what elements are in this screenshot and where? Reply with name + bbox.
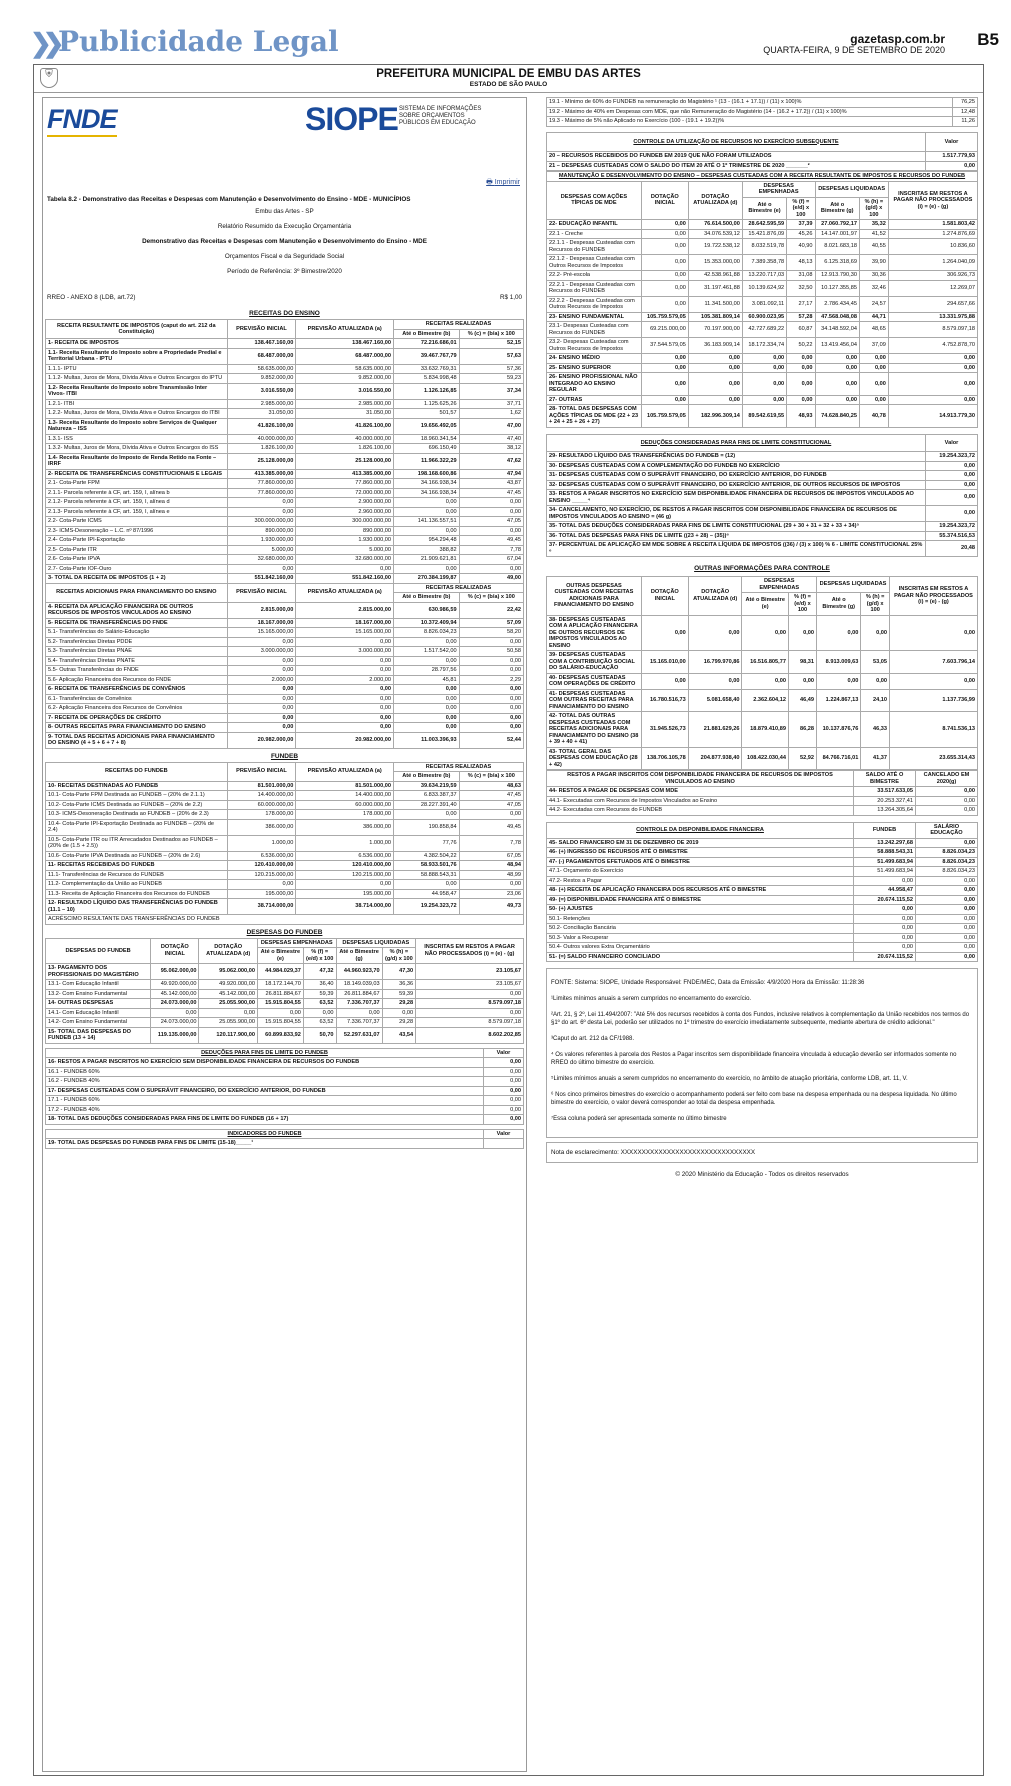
despesa-fundeb-row: 14- OUTRAS DESPESAS 24.073.000,00 25.055.900,00 15.915.804,55 63,52 7.336.707,37 29,28 8.579.097,18 [46,999,524,1009]
fundeb-row: 10.6- Cota-Parte IPVA Destinada ao FUNDEB – (20% de 2.6) 6.536.000,00 6.536.000,00 4.382.504,22 67,05 [46,851,524,861]
receita-adicional-row: 9- TOTAL DAS RECEITAS ADICIONAIS PARA FINANCIAMENTO DO ENSINO (4 + 5 + 6 + 7 + 8) 20.982.000,00 20.982.000,00 11.003.396,93 52,44 [46,732,524,748]
mde-row: 22- EDUCAÇÃO INFANTIL 0,00 76.614.500,00 28.642.595,59 37,39 27.060.792,17 35,32 1.581.803,42 [547,220,978,230]
tabela-title: Tabela 8.2 - Demonstrativo das Receitas e Despesas com Manutenção e Desenvolvimento do Ensino - MDE - MUNICÍPIOS [47,196,411,203]
disponibilidade-row: 47.1- Orçamento do Exercício 51.499.683,94 8.826.034,23 [547,867,978,877]
deducao-row: 34- CANCELAMENTO, NO EXERCÍCIO, DE RESTOS A PAGAR INSCRITOS COM DISPONIBILIDADE FINANCEIRA DE RECURSOS DE IMPOSTOS VINCULADOS AO ENSINO = (46 g) 0,00 [547,506,978,522]
receita-adicional-row: 5.1- Transferências do Salário-Educação 15.165.000,00 15.165.000,00 8.826.034,23 58,20 [46,628,524,638]
disponibilidade-row: 50.1- Retenções 0,00 0,00 [547,914,978,924]
restos-row: 44.1- Executadas com Recursos de Impostos Vinculados ao Ensino 20.253.327,41 0,00 [547,796,978,806]
receita-row: 1.1- Receita Resultante do Imposto sobre a Propriedade Predial e Territorial Urbana - IPTU 68.487.000,00 68.487.000,00 39.467.767,79 57,63 [46,348,524,364]
mde-row: 26- ENSINO PROFISSIONAL NÃO INTEGRADO AO ENSINO REGULAR 0,00 0,00 0,00 0,00 0,00 0,00 0,00 [547,373,978,396]
deducao-fundeb-row: 16.1 - FUNDEB 60% 0,00 [46,1067,524,1077]
receita-adicional-row: 5.4- Transferências Diretas PNATE 0,00 0,00 0,00 0,00 [46,656,524,666]
receita-row: 2.1.3- Parcela referente à CF, art. 159, I, alínea e 0,00 2.960.000,00 0,00 0,00 [46,507,524,517]
receita-row: 1.3.1- ISS 40.000.000,00 40.000.000,00 18.960.341,54 47,40 [46,434,524,444]
deducao-row: 30- DESPESAS CUSTEADAS COM A COMPLEMENTAÇÃO DO FUNDEB NO EXERCÍCIO 0,00 [547,461,978,471]
receita-row: 2.1- Cota-Parte FPM 77.860.000,00 77.860.000,00 34.166.938,34 43,87 [46,479,524,489]
receita-row: 2.7- Cota-Parte IOF-Ouro 0,00 0,00 0,00 0,00 [46,564,524,574]
despesa-fundeb-row: 13- PAGAMENTO DOS PROFISSIONAIS DO MAGISTÉRIO 95.062.000,00 95.062.000,00 44.984.029,37 47,32 44.960.923,70 47,30 23.105,67 [46,964,524,980]
footnote: ⁶ Nos cinco primeiros bimestres do exercício o acompanhamento poderá ser feito com base na despesa empenhada ou na despesa liquidada. No último bimestre do exercício, o valor deverá corresponder ao total da despesa empenhada. [551,1092,957,1106]
deducao-fundeb-row: 17.2 - FUNDEB 40% 0,00 [46,1105,524,1115]
receita-row: 2.6- Cota-Parte IPVA 32.680.000,00 32.680.000,00 21.909.621,81 67,04 [46,555,524,565]
disponibilidade-row: 46- (+) INGRESSO DE RECURSOS ATÉ O BIMESTRE 58.888.543,31 8.826.034,23 [547,848,978,858]
deducao-fundeb-row: 16.2 - FUNDEB 40% 0,00 [46,1077,524,1087]
receita-row: 1.1.2- Multas, Juros de Mora, Dívida Ativa e Outros Encargos do IPTU 9.852.000,00 9.852.000,00 5.834.998,48 59,23 [46,374,524,384]
newspaper-header [0,0,1011,62]
receita-adicional-row: 5.5- Outras Transferências do FNDE 0,00 0,00 28.797,56 0,00 [46,666,524,676]
estado-subtitle: ESTADO DE SÃO PAULO [469,81,548,88]
mde-row: 23.1- Despesas Custeadas com Recursos do FUNDEB 69.215.000,00 70.197.900,00 42.727.689,22 60,87 34.148.592,04 48,65 8.579.097,18 [547,322,978,338]
fundeb-row: 11.3- Receita de Aplicação Financeira dos Recursos do FUNDEB 195.000,00 195.000,00 44.958,47 23,06 [46,889,524,899]
fundeb-row: 11.2- Complementação da União ao FUNDEB 0,00 0,00 0,00 0,00 [46,880,524,890]
chevron-icon: ❯❯ [30,28,56,58]
fnde-logo: FNDE [47,104,117,134]
mde-row: 22.2- Pré-escola 0,00 42.538.961,88 13.220.717,03 31,08 12.913.790,30 30,36 306.926,73 [547,271,978,281]
outras-row: 38- DESPESAS CUSTEADAS COM A APLICAÇÃO FINANCEIRA DE OUTROS RECURSOS DE IMPOSTOS VINCULADOS AO ENSINO 0,00 0,00 0,00 0,00 0,00 0,00 0,00 [547,615,978,651]
fundeb-row: 11.1- Transferências de Recursos do FUNDEB 120.215.000,00 120.215.000,00 58.888.543,31 48,99 [46,870,524,880]
issue-date: QUARTA-FEIRA, 9 DE SETEMBRO DE 2020 [763,45,945,55]
controle-row: 20 – RECURSOS RECEBIDOS DO FUNDEB EM 2019 QUE NÃO FORAM UTILIZADOS 1.517.779,93 [547,152,978,162]
mde-row: 27- OUTRAS 0,00 0,00 0,00 0,00 0,00 0,00 0,00 [547,395,978,405]
disponibilidade-row: 49- (=) DISPONIBILIDADE FINANCEIRA ATÉ O BIMESTRE 20.674.115,52 0,00 [547,895,978,905]
left-column [42,97,527,1772]
prefeitura-title: PREFEITURA MUNICIPAL DE EMBU DAS ARTES [376,68,641,80]
acrescimo: ACRÉSCIMO RESULTANTE DAS TRANSFERÊNCIAS DO FUNDEB [46,915,524,925]
receita-row: 1.3.2- Multas, Juros de Mora, Dívida Ativa e Outros Encargos do ISS 1.826.100,00 1.826.100,00 696.150,49 38,12 [46,444,524,454]
mde-row: 22.1.1 - Despesas Custeadas com Recursos do FUNDEB 0,00 19.722.538,12 8.032.519,78 40,90 8.021.683,18 40,55 10.836,60 [547,239,978,255]
fundeb-row: 10.3- ICMS-Desoneração Destinada ao FUNDEB – (20% de 2.3) 178.000,00 178.000,00 0,00 0,00 [46,810,524,820]
receita-adicional-row: 6.1- Transferências de Convênios 0,00 0,00 0,00 0,00 [46,694,524,704]
despesa-fundeb-row: 13.2- Com Ensino Fundamental 45.142.000,00 45.142.000,00 26.811.884,67 59,39 26.811.884,67 59,39 0,00 [46,989,524,999]
receita-row: 2.1.1- Parcela referente à CF, art. 159, I, alínea b 77.860.000,00 72.000.000,00 34.166.938,34 47,45 [46,488,524,498]
site-url[interactable]: gazetasp.com.br [850,32,945,46]
section-fundeb: FUNDEB [270,752,299,760]
footnote: ²Art. 21, § 2º, Lei 11.494/2007: "Até 5% dos recursos recebidos à conta dos Fundos, inclusive relativos à complementação da União recebidos nos termos do §1º do art. 6º desta Lei, poderão ser utilizados no 1º trimestre do exercício imediatamente subsequente, mediante abertura de crédito adicional." [551,1012,970,1026]
fundeb-table: RECEITAS DO FUNDEB PREVISÃO INICIAL PREVISÃO ATUALIZADA (a) RECEITAS REALIZADAS Até o Bimestre (b) % (c) = (b/a) x 100 10- RECEITAS DESTINADAS AO FUNDEB 81.501.000,00 81.501.000,00 39.634.219,59 48,63 10.1- Cota-Parte FPM Destinada ao FUNDEB – (20% de 2.1.1) 14.400.000,00 14.400.000,00 6.833.387,37 47,45 10.2- Cota-Parte ICMS Destinada ao FUNDEB – (20% de 2.2) 60.000.000,00 60.000.000,00 28.227.391,40 47,05 10.3- ICMS-Desoneração Destinada ao FUNDEB – (20% de 2.3) 178.000,00 178.000,00 0,00 0,00 10.4- Cota-Parte IPI-Exportação Destinada ao FUNDEB – (20% de 2.4) 386.000,00 386.000,00 190.858,84 49,45 10.5- Cota-Parte ITR ou ITR Arrecadados Destinados ao FUNDEB – (20% de (1.5 + 2.5)) 1.000,00 1.000,00 77,76 7,78 10.6- Cota-Parte IPVA Destinada ao FUNDEB – (20% de 2.6) 6.536.000,00 6.536.000,00 4.382.504,22 67,05 11- RECEITAS RECEBIDAS DO FUNDEB 120.410.000,00 120.410.000,00 58.933.501,76 48,94 11.1- Transferências de Recursos do FUNDEB 120.215.000,00 120.215.000,00 58.888.543,31 48,99 11.2- Complementação da União ao FUNDEB 0,00 0,00 0,00 0,00 11.3- Receita de Aplicação Financeira dos Recursos do FUNDEB 195.000,00 195.000,00 44.958,47 23,06 12- RESULTADO LÍQUIDO DAS TRANSFERÊNCIAS DO FUNDEB (11.1 – 10) 38.714.000,00 38.714.000,00 19.254.323,72 49,73 ACRÉSCIMO RESULTANTE DAS TRANSFERÊNCIAS DO FUNDEB [45,762,524,925]
receita-row: 1.3- Receita Resultante do Imposto sobre Serviços de Qualquer Natureza – ISS 41.826.100,00 41.826.100,00 19.656.492,05 47,00 [46,418,524,434]
deducoes-table: DEDUÇÕES CONSIDERADAS PARA FINS DE LIMITE CONSTITUCIONAL Valor 29- RESULTADO LÍQUIDO DAS TRANSFERÊNCIAS DO FUNDEB = (12) 19.254.323,72 30- DESPESAS CUSTEADAS COM A COMPLEMENTAÇÃO DO FUNDEB NO EXERCÍCIO 0,00 31- DESPESAS CUSTEADAS COM O SUPERÁVIT FINANCEIRO, DO EXERCÍCIO ANTERIOR, DO FUNDEB 0,00 32- DESPESAS CUSTEADAS COM O SUPERÁVIT FINANCEIRO, DO EXERCÍCIO ANTERIOR, DE OUTROS RECURSOS DE IMPOSTOS 0,00 33- RESTOS A PAGAR INSCRITOS NO EXERCÍCIO SEM DISPONIBILIDADE FINANCEIRA DE RECURSOS DE IMPOSTOS VINCULADOS AO ENSINO _____⁴ 0,00 34- CANCELAMENTO, NO EXERCÍCIO, DE RESTOS A PAGAR INSCRITOS COM DISPONIBILIDADE FINANCEIRA DE RECURSOS DE IMPOSTOS VINCULADOS AO ENSINO = (46 g) 0,00 35- TOTAL DAS DEDUÇÕES CONSIDERADAS PARA FINS DE LIMITE CONSTITUCIONAL (29 + 30 + 31 + 32 + 33 + 34)⁵ 19.254.323,72 36- TOTAL DAS DESPESAS PARA FINS DE LIMITE ((23 + 28) – (35))⁶ 55.374.516,53 37- PERCENTUAL DE APLICAÇÃO EM MDE SOBRE A RECEITA LÍQUIDA DE IMPOSTOS ((36) / (3) x 100) % 6 - LIMITE CONSTITUCIONAL 25% ⁶ 20,48 [546,434,978,558]
deducao-row: 33- RESTOS A PAGAR INSCRITOS NO EXERCÍCIO SEM DISPONIBILIDADE FINANCEIRA DE RECURSOS DE IMPOSTOS VINCULADOS AO ENSINO _____⁴ 0,00 [547,490,978,506]
receita-adicional-row: 6- RECEITA DE TRANSFERÊNCIAS DE CONVÊNIOS 0,00 0,00 0,00 0,00 [46,685,524,695]
mde-row: 22.2.2 - Despesas Custeadas com Outros Recursos de Impostos 0,00 11.341.500,00 3.081.092,11 27,17 2.786.434,45 24,57 294.657,66 [547,296,978,312]
mde-row: 25- ENSINO SUPERIOR 0,00 0,00 0,00 0,00 0,00 0,00 0,00 [547,363,978,373]
receita-row: 1.2.1- ITBI 2.985.000,00 2.985.000,00 1.125.625,26 37,71 [46,399,524,409]
demonstrativo: Demonstrativo das Receitas e Despesas com Manutenção e Desenvolvimento do Ensino - MDE [142,238,427,245]
siope-subtitle: SISTEMA DE INFORMAÇÕES SOBRE ORÇAMENTOS PÚBLICOS EM EDUCAÇÃO [399,106,482,126]
outras-row: 39- DESPESAS CUSTEADAS COM A CONTRIBUIÇÃO SOCIAL DO SALÁRIO-EDUCAÇÃO 15.165.010,00 16.799.970,86 16.516.805,77 98,31 8.913.009,63 53,05 7.603.796,14 [547,651,978,674]
footnote: ⁴ Os valores referentes à parcela dos Restos a Pagar inscritos sem disponibilidade financeira vinculada à educação deverão ser informados somente no RREO do último bimestre do exercício. [551,1052,957,1066]
despesa-fundeb-row: 14.1- Com Educação Infantil 0,00 0,00 0,00 0,00 0,00 0,00 0,00 [46,1008,524,1018]
deducao-row: 35- TOTAL DAS DEDUÇÕES CONSIDERADAS PARA FINS DE LIMITE CONSTITUCIONAL (29 + 30 + 31 + 32 + 33 + 34)⁵ 19.254.323,72 [547,522,978,532]
restos-row: 44- RESTOS A PAGAR DE DESPESAS COM MDE 33.517.633,05 0,00 [547,787,978,797]
relatorio: Relatório Resumido da Execução Orçamentária [217,223,352,230]
legal-notice [33,64,984,1776]
receita-row: 1.2.2- Multas, Juros de Mora, Dívida Ativa e Outros Encargos do ITBI 31.050,00 31.050,00 501,57 1,62 [46,409,524,419]
disponibilidade-table: CONTROLE DA DISPONIBILIDADE FINANCEIRA FUNDEB SALÁRIO EDUCAÇÃO 45- SALDO FINANCEIRO EM 31 DE DEZEMBRO DE 2019 13.242.297,68 0,00 46- (+) INGRESSO DE RECURSOS ATÉ O BIMESTRE 58.888.543,31 8.826.034,23 47- (-) PAGAMENTOS EFETUADOS ATÉ O BIMESTRE 51.499.683,94 8.826.034,23 47.1- Orçamento do Exercício 51.499.683,94 8.826.034,23 47.2- Restos a Pagar 0,00 0,00 48- (+) RECEITA DE APLICAÇÃO FINANCEIRA DOS RECURSOS ATÉ O BIMESTRE 44.958,47 0,00 49- (=) DISPONIBILIDADE FINANCEIRA ATÉ O BIMESTRE 20.674.115,52 0,00 50- (+) AJUSTES 0,00 0,00 50.1- Retenções 0,00 0,00 50.2- Conciliação Bancária 0,00 0,00 50.3- Valor a Recuperar 0,00 0,00 50.4- Outros valores Extra Orçamentário 0,00 0,00 51- (=) SALDO FINANCEIRO CONCILIADO 20.674.115,52 0,00 [546,822,978,963]
limite-row: 19.1 - Mínimo de 60% do FUNDEB na remuneração do Magistério ¹ (13 - (16.1 + 17.1)) / (11) x 100)% 76,25 [547,98,978,108]
deducao-fundeb-row: 16- RESTOS A PAGAR INSCRITOS NO EXERCÍCIO SEM DISPONIBILIDADE FINANCEIRA DE RECURSOS DO FUNDEB 0,00 [46,1058,524,1068]
disponibilidade-row: 50- (+) AJUSTES 0,00 0,00 [547,905,978,915]
receitas-table: RECEITA RESULTANTE DE IMPOSTOS (caput do art. 212 da Constituição) PREVISÃO INICIAL PREVISÃO ATUALIZADA (a) RECEITAS REALIZADAS Até o Bimestre (b) % (c) = (b/a) x 100 1- RECEITA DE IMPOSTOS 138.467.160,00 138.467.160,00 72.216.686,01 52,15 1.1- Receita Resultante do Imposto sobre a Propriedade Predial e Territorial Urbana - IPTU 68.487.000,00 68.487.000,00 39.467.767,79 57,63 1.1.1- IPTU 58.635.000,00 58.635.000,00 33.632.769,31 57,36 1.1.2- Multas, Juros de Mora, Dívida Ativa e Outros Encargos do IPTU 9.852.000,00 9.852.000,00 5.834.998,48 59,23 1.2- Receita Resultante do Imposto sobre Transmissão Inter Vivos- ITBI 3.016.550,00 3.016.550,00 1.126.126,85 37,34 1.2.1- ITBI 2.985.000,00 2.985.000,00 1.125.625,26 37,71 1.2.2- Multas, Juros de Mora, Dívida Ativa e Outros Encargos do ITBI 31.050,00 31.050,00 501,57 1,62 1.3- Receita Resultante do Imposto sobre Serviços de Qualquer Natureza – ISS 41.826.100,00 41.826.100,00 19.656.492,05 47,00 1.3.1- ISS 40.000.000,00 40.000.000,00 18.960.341,54 47,40 1.3.2- Multas, Juros de Mora, Dívida Ativa e Outros Encargos do ISS 1.826.100,00 1.826.100,00 696.150,49 38,12 1.4- Receita Resultante do Imposto de Renda Retido na Fonte – IRRF 25.128.000,00 25.128.000,00 11.966.322,29 47,62 2- RECEITA DE TRANSFERÊNCIAS CONSTITUCIONAIS E LEGAIS 413.385.000,00 413.385.000,00 198.168.600,86 47,94 2.1- Cota-Parte FPM 77.860.000,00 77.860.000,00 34.166.938,34 43,87 2.1.1- Parcela referente à CF, art. 159, I, alínea b 77.860.000,00 72.000.000,00 34.166.938,34 47,45 2.1.2- Parcela referente à CF, art. 159, I, alínea d 0,00 2.900.000,00 0,00 0,00 2.1.3- Parcela referente à CF, art. 159, I, alínea e 0,00 2.960.000,00 0,00 0,00 2.2- Cota-Parte ICMS 300.000.000,00 300.000.000,00 141.136.557,51 47,05 2.3- ICMS-Desoneração – L.C. nº 87/1996 890.000,00 890.000,00 0,00 0,00 2.4- Cota-Parte IPI-Exportação 1.930.000,00 1.930.000,00 954.294,48 49,45 2.5- Cota-Parte ITR 5.000,00 5.000,00 388,82 7,78 2.6- Cota-Parte IPVA 32.680.000,00 32.680.000,00 21.909.621,81 67,04 2.7- Cota-Parte IOF-Ouro 0,00 0,00 0,00 0,00 3- TOTAL DA RECEITA DE IMPOSTOS (1 + 2) 551.842.160,00 551.842.160,00 270.384.199,87 49,00 RECEITAS ADICIONAIS PARA FINANCIAMENTO DO ENSINO PREVISÃO INICIAL PREVISÃO ATUALIZADA (a) RECEITAS REALIZADAS Até o Bimestre (b) % (c) = (b/a) x 100 4- RECEITA DA APLICAÇÃO FINANCEIRA DE OUTROS RECURSOS DE IMPOSTOS VINCULADOS AO ENSINO 2.815.000,00 2.815.000,00 630.986,59 22,42 5- RECEITA DE TRANSFERÊNCIAS DO FNDE 18.167.000,00 18.167.000,00 10.372.409,94 57,09 5.1- Transferências do Salário-Educação 15.165.000,00 15.165.000,00 8.826.034,23 58,20 5.2- Transferências Diretas PDDE 0,00 0,00 0,00 0,00 5.3- Transferências Diretas PNAE 3.000.000,00 3.000.000,00 1.517.542,00 50,58 5.4- Transferências Diretas PNATE 0,00 0,00 0,00 0,00 5.5- Outras Transferências do FNDE 0,00 0,00 28.797,56 0,00 5.6- Aplicação Financeira dos Recursos do FNDE 2.000,00 2.000,00 45,81 2,29 6- RECEITA DE TRANSFERÊNCIAS DE CONVÊNIOS 0,00 0,00 0,00 0,00 6.1- Transferências de Convênios 0,00 0,00 0,00 0,00 6.2- Aplicação Financeira dos Recursos de Convênios 0,00 0,00 0,00 0,00 7- RECEITA DE OPERAÇÕES DE CRÉDITO 0,00 0,00 0,00 0,00 8- OUTRAS RECEITAS PARA FINANCIAMENTO DO ENSINO 0,00 0,00 0,00 0,00 9- TOTAL DAS RECEITAS ADICIONAIS PARA FINANCIAMENTO DO ENSINO (4 + 5 + 6 + 7 + 8) 20.982.000,00 20.982.000,00 11.003.396,93 52,44 [45,319,524,749]
orcamentos: Orçamentos Fiscal e da Seguridade Social [224,253,345,260]
brand-title: Publicidade Legal [58,25,339,58]
deducao-fundeb-row: 18- TOTAL DAS DEDUÇÕES CONSIDERADAS PARA FINS DE LIMITE DO FUNDEB (16 + 17) 0,00 [46,1115,524,1125]
footnote: ⁷Essa coluna poderá ser apresentada somente no último bimestre [551,1116,727,1122]
restos-row: 44.2- Executadas com Recursos do FUNDEB 13.264.305,64 0,00 [547,806,978,816]
deducao-row: 32- DESPESAS CUSTEADAS COM O SUPERÁVIT FINANCEIRO, DO EXERCÍCIO ANTERIOR, DE OUTROS RECURSOS DE IMPOSTOS 0,00 [547,480,978,490]
outras-table: OUTRAS DESPESAS CUSTEADAS COM RECEITAS ADICIONAIS PARA FINANCIAMENTO DO ENSINO DOTAÇÃO INICIAL DOTAÇÃO ATUALIZADA (d) DESPESAS EMPENHADAS DESPESAS LIQUIDADAS INSCRITAS EM RESTOS A PAGAR NÃO PROCESSADOS (i) = (e) - (g) Até o Bimestre (e) % (f) = (e/d) x 100 Até o Bimestre (g) % (h) = (g/d) x 100 38- DESPESAS CUSTEADAS COM A APLICAÇÃO FINANCEIRA DE OUTROS RECURSOS DE IMPOSTOS VINCULADOS AO ENSINO 0,00 0,00 0,00 0,00 0,00 0,00 0,00 39- DESPESAS CUSTEADAS COM A CONTRIBUIÇÃO SOCIAL DO SALÁRIO-EDUCAÇÃO 15.165.010,00 16.799.970,86 16.516.805,77 98,31 8.913.009,63 53,05 7.603.796,14 40- DESPESAS CUSTEADAS COM OPERAÇÕES DE CRÉDITO 0,00 0,00 0,00 0,00 0,00 0,00 0,00 41- DESPESAS CUSTEADAS COM OUTRAS RECEITAS PARA FINANCIAMENTO DO ENSINO 16.780.516,73 5.081.658,40 2.362.604,12 46,49 1.224.867,13 24,10 1.137.736,99 42- TOTAL DAS OUTRAS DESPESAS CUSTEADAS COM RECEITAS ADICIONAIS PARA FINANCIAMENTO DO ENSINO (38 + 39 + 40 + 41) 31.945.526,73 21.881.629,26 18.879.410,89 86,28 10.137.876,76 46,33 8.741.536,13 43- TOTAL GERAL DAS DESPESAS COM EDUCAÇÃO (28 + 42) 138.706.105,78 204.877.938,40 108.422.030,44 52,92 84.766.716,01 41,37 23.655.314,43 [546,576,978,770]
receita-adicional-row: 5- RECEITA DE TRANSFERÊNCIAS DO FNDE 18.167.000,00 18.167.000,00 10.372.409,94 57,09 [46,618,524,628]
footnote: ⁵Limites mínimos anuais a serem cumpridos no encerramento do exercício, no âmbito de atuação prioritária, conforme LDB, art. 11, V. [551,1076,908,1082]
mde-row: 28- TOTAL DAS DESPESAS COM AÇÕES TÍPICAS DE MDE (22 + 23 + 24 + 25 + 26 + 27) 105.759.579,05 182.996.309,14 89.542.619,55 48,93 74.628.840,25 40,78 14.913.779,30 [547,405,978,428]
limites-table [546,97,978,127]
right-column [546,97,978,1772]
rreo-label: RREO - ANEXO 8 (LDB, art.72) [47,294,136,301]
unit-label: R$ 1,00 [499,294,522,301]
receita-row: 1.2- Receita Resultante do Imposto sobre Transmissão Inter Vivos- ITBI 3.016.550,00 3.016.550,00 1.126.126,85 37,34 [46,383,524,399]
outras-row: 41- DESPESAS CUSTEADAS COM OUTRAS RECEITAS PARA FINANCIAMENTO DO ENSINO 16.780.516,73 5.081.658,40 2.362.604,12 46,49 1.224.867,13 24,10 1.137.736,99 [547,689,978,712]
receita-row: 2.4- Cota-Parte IPI-Exportação 1.930.000,00 1.930.000,00 954.294,48 49,45 [46,536,524,546]
deducao-row: 31- DESPESAS CUSTEADAS COM O SUPERÁVIT FINANCEIRO, DO EXERCÍCIO ANTERIOR, DO FUNDEB 0,00 [547,471,978,481]
receita-row: 2.1.2- Parcela referente à CF, art. 159, I, alínea d 0,00 2.900.000,00 0,00 0,00 [46,498,524,508]
mde-row: 23- ENSINO FUNDAMENTAL 105.759.579,05 105.381.809,14 60.900.023,95 57,28 47.568.048,08 44,71 13.331.975,88 [547,312,978,322]
disponibilidade-row: 50.3- Valor a Recuperar 0,00 0,00 [547,933,978,943]
limite-row: 19.3 - Máximo de 5% não Aplicado no Exercício (100 - (19.1 + 19.2))% 11,26 [547,117,978,127]
receita-adicional-row: 5.3- Transferências Diretas PNAE 3.000.000,00 3.000.000,00 1.517.542,00 50,58 [46,647,524,657]
controle-row: 21 – DESPESAS CUSTEADAS COM O SALDO DO ITEM 20 ATÉ O 1º TRIMESTRE DE 2020 _______² 0,00 [547,161,978,171]
outras-row: 43- TOTAL GERAL DAS DESPESAS COM EDUCAÇÃO (28 + 42) 138.706.105,78 204.877.938,40 108.422.030,44 52,92 84.766.716,01 41,37 23.655.314,43 [547,747,978,770]
receita-row: 1- RECEITA DE IMPOSTOS 138.467.160,00 138.467.160,00 72.216.686,01 52,15 [46,339,524,349]
esclarecimento: Nota de esclarecimento: XXXXXXXXXXXXXXXXXXXXXXXXXXXXXXXX [546,1142,978,1163]
controle-table: CONTROLE DA UTILIZAÇÃO DE RECURSOS NO EXERCÍCIO SUBSEQUENTE Valor 20 – RECURSOS RECEBIDOS DO FUNDEB EM 2019 QUE NÃO FORAM UTILIZADOS 1.517.779,93 21 – DESPESAS CUSTEADAS COM O SALDO DO ITEM 20 ATÉ O 1º TRIMESTRE DE 2020 _______² 0,00 [546,132,978,172]
limite-row: 19.2 - Máximo de 40% em Despesas com MDE, que não Remuneração do Magistério (14 - (16.2 + 17.2)) / (11) x 100)% 12,48 [547,107,978,117]
receita-adicional-row: 5.2- Transferências Diretas PDDE 0,00 0,00 0,00 0,00 [46,637,524,647]
despesa-fundeb-row: 13.1- Com Educação Infantil 49.920.000,00 49.920.000,00 18.172.144,70 36,40 18.149.039,03 36,36 23.105,67 [46,980,524,990]
despesa-fundeb-row: 14.2- Com Ensino Fundamental 24.073.000,00 25.055.900,00 15.915.804,55 63,52 7.336.707,37 29,28 8.579.097,18 [46,1018,524,1028]
periodo: Período de Referência: 3º Bimestre/2020 [227,268,342,275]
mde-row: 22.1 - Creche 0,00 34.076.539,12 15.421.876,09 45,26 14.147.001,97 41,52 1.274.876,69 [547,229,978,239]
section-despesas-fundeb: DESPESAS DO FUNDEB [246,928,323,936]
receita-adicional-row: 7- RECEITA DE OPERAÇÕES DE CRÉDITO 0,00 0,00 0,00 0,00 [46,713,524,723]
fundeb-row: 12- RESULTADO LÍQUIDO DAS TRANSFERÊNCIAS DO FUNDEB (11.1 – 10) 38.714.000,00 38.714.000,00 19.254.323,72 49,73 [46,899,524,915]
copyright: © 2020 Ministério da Educação - Todos os direitos reservados [675,1171,849,1178]
restos-table: RESTOS A PAGAR INSCRITOS COM DISPONIBILIDADE FINANCEIRA DE RECURSOS DE IMPOSTOS VINCULADOS AO ENSINO SALDO ATÉ O BIMESTRE CANCELADO EM 2020(g) 44- RESTOS A PAGAR DE DESPESAS COM MDE 33.517.633,05 0,00 44.1- Executadas com Recursos de Impostos Vinculados ao Ensino 20.253.327,41 0,00 44.2- Executadas com Recursos do FUNDEB 13.264.305,64 0,00 [546,770,978,816]
mde-row: 22.2.1 - Despesas Custeadas com Recursos do FUNDEB 0,00 31.197.461,88 10.139.624,92 32,50 10.127.355,85 32,46 12.269,07 [547,280,978,296]
mde-row: 22.1.2 - Despesas Custeadas com Outros Recursos de Impostos 0,00 15.353.000,00 7.389.358,78 48,13 6.125.318,69 39,90 1.264.040,09 [547,255,978,271]
fundeb-row: 10.4- Cota-Parte IPI-Exportação Destinada ao FUNDEB – (20% de 2.4) 386.000,00 386.000,00 190.858,84 49,45 [46,819,524,835]
fundeb-row: 10.1- Cota-Parte FPM Destinada ao FUNDEB – (20% de 2.1.1) 14.400.000,00 14.400.000,00 6.833.387,37 47,45 [46,791,524,801]
disponibilidade-row: 50.4- Outros valores Extra Orçamentário 0,00 0,00 [547,943,978,953]
receita-row: 2.3- ICMS-Desoneração – L.C. nº 87/1996 890.000,00 890.000,00 0,00 0,00 [46,526,524,536]
disponibilidade-row: 45- SALDO FINANCEIRO EM 31 DE DEZEMBRO DE 2019 13.242.297,68 0,00 [547,838,978,848]
receita-row: 3- TOTAL DA RECEITA DE IMPOSTOS (1 + 2) 551.842.160,00 551.842.160,00 270.384.199,87 49,00 [46,574,524,584]
disponibilidade-row: 48- (+) RECEITA DE APLICAÇÃO FINANCEIRA DOS RECURSOS ATÉ O BIMESTRE 44.958,47 0,00 [547,886,978,896]
deducao-row: 36- TOTAL DAS DESPESAS PARA FINS DE LIMITE ((23 + 28) – (35))⁶ 55.374.516,53 [547,531,978,541]
fundeb-row: 10- RECEITAS DESTINADAS AO FUNDEB 81.501.000,00 81.501.000,00 39.634.219,59 48,63 [46,781,524,791]
print-link[interactable]: 🖶 Imprimir [486,179,520,186]
deducao-fundeb-row: 17.1 - FUNDEB 60% 0,00 [46,1096,524,1106]
mde-table: MANUTENÇÃO E DESENVOLVIMENTO DO ENSINO – DESPESAS CUSTEADAS COM A RECEITA RESULTANTE DE IMPOSTOS E RECURSOS DO FUNDEB DESPESAS COM AÇÕES TÍPICAS DE MDE DOTAÇÃO INICIAL DOTAÇÃO ATUALIZADA (d) DESPESAS EMPENHADAS DESPESAS LIQUIDADAS INSCRITAS EM RESTOS A PAGAR NÃO PROCESSADOS (i) = (e) - (g) Até o Bimestre (e) % (f) = (e/d) x 100 Até o Bimestre (g) % (h) = (g/d) x 100 22- EDUCAÇÃO INFANTIL 0,00 76.614.500,00 28.642.595,59 37,39 27.060.792,17 35,32 1.581.803,42 22.1 - Creche 0,00 34.076.539,12 15.421.876,09 45,26 14.147.001,97 41,52 1.274.876,69 22.1.1 - Despesas Custeadas com Recursos do FUNDEB 0,00 19.722.538,12 8.032.519,78 40,90 8.021.683,18 40,55 10.836,60 22.1.2 - Despesas Custeadas com Outros Recursos de Impostos 0,00 15.353.000,00 7.389.358,78 48,13 6.125.318,69 39,90 1.264.040,09 22.2- Pré-escola 0,00 42.538.961,88 13.220.717,03 31,08 12.913.790,30 30,36 306.926,73 22.2.1 - Despesas Custeadas com Recursos do FUNDEB 0,00 31.197.461,88 10.139.624,92 32,50 10.127.355,85 32,46 12.269,07 22.2.2 - Despesas Custeadas com Outros Recursos de Impostos 0,00 11.341.500,00 3.081.092,11 27,17 2.786.434,45 24,57 294.657,66 23- ENSINO FUNDAMENTAL 105.759.579,05 105.381.809,14 60.900.023,95 57,28 47.568.048,08 44,71 13.331.975,88 23.1- Despesas Custeadas com Recursos do FUNDEB 69.215.000,00 70.197.900,00 42.727.689,22 60,87 34.148.592,04 48,65 8.579.097,18 23.2- Despesas Custeadas com Outros Recursos de Impostos 37.544.579,05 36.183.909,14 18.172.334,74 50,22 13.419.456,04 37,09 4.752.878,70 24- ENSINO MÉDIO 0,00 0,00 0,00 0,00 0,00 0,00 0,00 25- ENSINO SUPERIOR 0,00 0,00 0,00 0,00 0,00 0,00 0,00 26- ENSINO PROFISSIONAL NÃO INTEGRADO AO ENSINO REGULAR 0,00 0,00 0,00 0,00 0,00 0,00 0,00 27- OUTRAS 0,00 0,00 0,00 0,00 0,00 0,00 0,00 28- TOTAL DAS DESPESAS COM AÇÕES TÍPICAS DE MDE (22 + 23 + 24 + 25 + 26 + 27) 105.759.579,05 182.996.309,14 89.542.619,55 48,93 74.628.840,25 40,78 14.913.779,30 [546,171,978,428]
mde-row: 23.2- Despesas Custeadas com Outros Recursos de Impostos 37.544.579,05 36.183.909,14 18.172.334,74 50,22 13.419.456,04 37,09 4.752.878,70 [547,338,978,354]
ente: Embu das Artes - SP [255,208,314,215]
receita-row: 1.4- Receita Resultante do Imposto de Renda Retido na Fonte – IRRF 25.128.000,00 25.128.000,00 11.966.322,29 47,62 [46,453,524,469]
disponibilidade-row: 47.2- Restos a Pagar 0,00 0,00 [547,876,978,886]
receita-row: 2.2- Cota-Parte ICMS 300.000.000,00 300.000.000,00 141.136.557,51 47,05 [46,517,524,527]
indicadores-table: INDICADORES DO FUNDEB Valor 19- TOTAL DAS DESPESAS DO FUNDEB PARA FINS DE LIMITE (15-18)_____¹ [45,1129,524,1149]
disponibilidade-row: 47- (-) PAGAMENTOS EFETUADOS ATÉ O BIMESTRE 51.499.683,94 8.826.034,23 [547,857,978,867]
deducoes-fundeb-table: DEDUÇÕES PARA FINS DE LIMITE DO FUNDEB Valor 16- RESTOS A PAGAR INSCRITOS NO EXERCÍCIO SEM DISPONIBILIDADE FINANCEIRA DE RECURSOS DO FUNDEB 0,00 16.1 - FUNDEB 60% 0,00 16.2 - FUNDEB 40% 0,00 17- DESPESAS CUSTEADAS COM O SUPERÁVIT FINANCEIRO, DO EXERCÍCIO ANTERIOR, DO FUNDEB 0,00 17.1 - FUNDEB 60% 0,00 17.2 - FUNDEB 40% 0,00 18- TOTAL DAS DEDUÇÕES CONSIDERADAS PARA FINS DE LIMITE DO FUNDEB (16 + 17) 0,00 [45,1048,524,1125]
receita-row: 2- RECEITA DE TRANSFERÊNCIAS CONSTITUCIONAIS E LEGAIS 413.385.000,00 413.385.000,00 198.168.600,86 47,94 [46,469,524,479]
receita-row: 2.5- Cota-Parte ITR 5.000,00 5.000,00 388,82 7,78 [46,545,524,555]
page-number: B5 [977,30,999,49]
deducao-row: 37- PERCENTUAL DE APLICAÇÃO EM MDE SOBRE A RECEITA LÍQUIDA DE IMPOSTOS ((36) / (3) x 100) % 6 - LIMITE CONSTITUCIONAL 25% ⁶ 20,48 [547,541,978,557]
deducao-row: 29- RESULTADO LÍQUIDO DAS TRANSFERÊNCIAS DO FUNDEB = (12) 19.254.323,72 [547,452,978,462]
notes-box [546,968,978,1138]
receita-adicional-row: 5.6- Aplicação Financeira dos Recursos do FNDE 2.000,00 2.000,00 45,81 2,29 [46,675,524,685]
footnote: ¹Limites mínimos anuais a serem cumpridos no encerramento do exercício. [551,996,752,1002]
fundeb-row: 11- RECEITAS RECEBIDAS DO FUNDEB 120.410.000,00 120.410.000,00 58.933.501,76 48,94 [46,861,524,871]
outras-row: 42- TOTAL DAS OUTRAS DESPESAS CUSTEADAS COM RECEITAS ADICIONAIS PARA FINANCIAMENTO DO ENSINO (38 + 39 + 40 + 41) 31.945.526,73 21.881.629,26 18.879.410,89 86,28 10.137.876,76 46,33 8.741.536,13 [547,712,978,748]
mde-row: 24- ENSINO MÉDIO 0,00 0,00 0,00 0,00 0,00 0,00 0,00 [547,354,978,364]
footnote: FONTE: Sistema: SIOPE, Unidade Responsável: FNDE/MEC, Data da Emissão: 4/9/2020 Hora da Emissão: 11:28:36 [551,980,865,986]
receita-adicional-row: 4- RECEITA DA APLICAÇÃO FINANCEIRA DE OUTROS RECURSOS DE IMPOSTOS VINCULADOS AO ENSINO 2.815.000,00 2.815.000,00 630.986,59 22,42 [46,602,524,618]
section-receitas: RECEITAS DO ENSINO [249,310,320,317]
coat-of-arms-icon: ⛨ [40,68,58,88]
outras-row: 40- DESPESAS CUSTEADAS COM OPERAÇÕES DE CRÉDITO 0,00 0,00 0,00 0,00 0,00 0,00 0,00 [547,673,978,689]
receita-row: 1.1.1- IPTU 58.635.000,00 58.635.000,00 33.632.769,31 57,36 [46,364,524,374]
despesa-fundeb-row: 15- TOTAL DAS DESPESAS DO FUNDEB (13 + 14) 119.135.000,00 120.117.900,00 60.899.833,92 50,70 52.297.631,07 43,54 8.602.202,85 [46,1027,524,1043]
receita-adicional-row: 6.2- Aplicação Financeira dos Recursos de Convênios 0,00 0,00 0,00 0,00 [46,704,524,714]
disponibilidade-row: 51- (=) SALDO FINANCEIRO CONCILIADO 20.674.115,52 0,00 [547,952,978,962]
receita-adicional-row: 8- OUTRAS RECEITAS PARA FINANCIAMENTO DO ENSINO 0,00 0,00 0,00 0,00 [46,723,524,733]
fundeb-row: 10.2- Cota-Parte ICMS Destinada ao FUNDEB – (20% de 2.2) 60.000.000,00 60.000.000,00 28.227.391,40 47,05 [46,800,524,810]
footnote: ³Caput do art. 212 da CF/1988. [551,1036,635,1042]
section-outras: OUTRAS INFORMAÇÕES PARA CONTROLE [694,565,830,572]
siope-logo: SIOPE [305,101,398,137]
fundeb-row: 10.5- Cota-Parte ITR ou ITR Arrecadados Destinados ao FUNDEB – (20% de (1.5 + 2.5)) 1.000,00 1.000,00 77,76 7,78 [46,835,524,851]
disponibilidade-row: 50.2- Conciliação Bancária 0,00 0,00 [547,924,978,934]
despesas-fundeb-table: DESPESAS DO FUNDEB DOTAÇÃO INICIAL DOTAÇÃO ATUALIZADA (d) DESPESAS EMPENHADAS DESPESAS LIQUIDADAS INSCRITAS EM RESTOS A PAGAR NÃO PROCESSADOS (i) = (e) - (g) Até o Bimestre (e) % (f) = (e/d) x 100 Até o Bimestre (g) % (h) = (g/d) x 100 13- PAGAMENTO DOS PROFISSIONAIS DO MAGISTÉRIO 95.062.000,00 95.062.000,00 44.984.029,37 47,32 44.960.923,70 47,30 23.105,67 13.1- Com Educação Infantil 49.920.000,00 49.920.000,00 18.172.144,70 36,40 18.149.039,03 36,36 23.105,67 13.2- Com Ensino Fundamental 45.142.000,00 45.142.000,00 26.811.884,67 59,39 26.811.884,67 59,39 0,00 14- OUTRAS DESPESAS 24.073.000,00 25.055.900,00 15.915.804,55 63,52 7.336.707,37 29,28 8.579.097,18 14.1- Com Educação Infantil 0,00 0,00 0,00 0,00 0,00 0,00 0,00 14.2- Com Ensino Fundamental 24.073.000,00 25.055.900,00 15.915.804,55 63,52 7.336.707,37 29,28 8.579.097,18 15- TOTAL DAS DESPESAS DO FUNDEB (13 + 14) 119.135.000,00 120.117.900,00 60.899.833,92 50,70 52.297.631,07 43,54 8.602.202,85 [45,938,524,1044]
deducao-fundeb-row: 17- DESPESAS CUSTEADAS COM O SUPERÁVIT FINANCEIRO, DO EXERCÍCIO ANTERIOR, DO FUNDEB 0,00 [46,1086,524,1096]
